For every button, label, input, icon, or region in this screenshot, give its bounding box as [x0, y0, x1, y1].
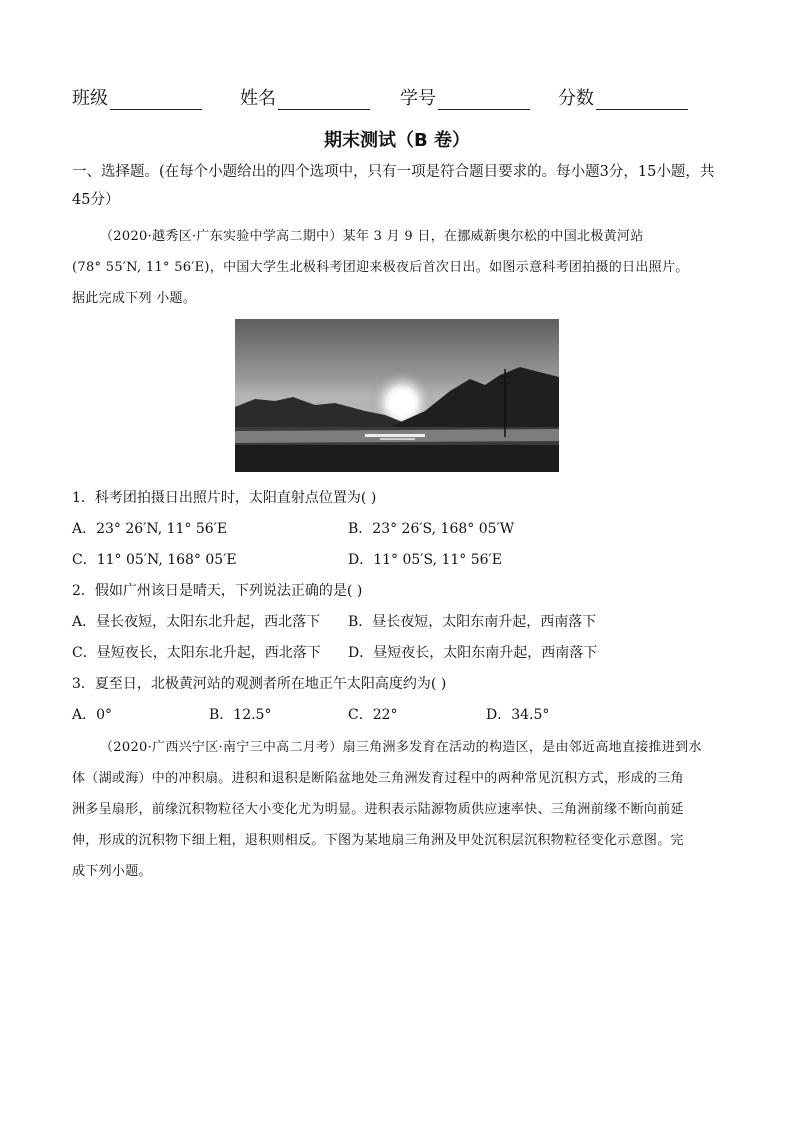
question-3-stem: 3．夏至日，北极黄河站的观测者所在地正午太阳高度约为( ) — [72, 676, 447, 692]
intro1-line2: (78° 55′N, 11° 56′E)，中国大学生北极科考团迎来极夜后首次日出。如图示意科考团拍摄的日出照片。 — [72, 260, 689, 275]
intro2-line5: 成下列小题。 — [72, 864, 152, 879]
passage-intro-1 — [72, 221, 724, 314]
q2-option-d[interactable]: D．昼短夜长，太阳东南升起，西南落下 — [348, 645, 598, 661]
class-blank[interactable] — [110, 91, 202, 110]
intro2-line1: （2020·广西兴宁区·南宁三中高二月考）扇三角洲多发育在活动的构造区，是由邻近高地直接推进到水 — [100, 740, 702, 755]
name-blank[interactable] — [278, 91, 370, 110]
q2-option-a[interactable]: A．昼长夜短，太阳东北升起，西北落下 — [72, 614, 321, 630]
question-2-stem: 2．假如广州该日是晴天，下列说法正确的是( ) — [72, 583, 363, 599]
student-id-blank[interactable] — [438, 91, 530, 110]
sunrise-photo — [235, 319, 559, 472]
q1-option-b[interactable]: B．23° 26′S, 168° 05′W — [348, 521, 515, 537]
name-label: 姓名 — [240, 88, 276, 109]
student-info-fields — [72, 84, 722, 110]
section-heading: 一、选择题。(在每个小题给出的四个选项中，只有一项是符合题目要求的。每小题3分，15小题，共45分） — [72, 164, 715, 208]
intro1-line3: 据此完成下列 小题。 — [72, 291, 197, 306]
name-field[interactable] — [240, 84, 370, 110]
intro2-line2: 体（湖或海）中的冲积扇。进积和退积是断陷盆地处三角洲发育过程中的两种常见沉积方式，形成的三角 — [72, 771, 684, 786]
sun — [389, 390, 415, 416]
q1-option-a[interactable]: A．23° 26′N, 11° 56′E — [72, 521, 228, 537]
passage-intro-2 — [72, 732, 724, 887]
q3-option-d[interactable]: D．34.5° — [486, 707, 550, 723]
intro2-line4: 伸，形成的沉积物下细上粗，退积则相反。下图为某地扇三角洲及甲处沉积层沉积物粒径变化示意图。完 — [72, 833, 684, 848]
student-id-field[interactable] — [400, 84, 530, 110]
page-title: 期末测试（B 卷） — [324, 130, 470, 151]
sunrise-illustration — [235, 319, 559, 472]
score-blank[interactable] — [596, 91, 688, 110]
q3-option-b[interactable]: B．12.5° — [209, 707, 272, 723]
q3-option-a[interactable]: A．0° — [72, 707, 113, 723]
score-field[interactable] — [558, 84, 688, 110]
q2-option-c[interactable]: C．昼短夜长，太阳东北升起，西北落下 — [72, 645, 321, 661]
student-id-label: 学号 — [400, 88, 436, 109]
class-label: 班级 — [72, 88, 108, 109]
q3-option-c[interactable]: C．22° — [348, 707, 398, 723]
score-label: 分数 — [558, 88, 594, 109]
q1-option-c[interactable]: C．11° 05′N, 168° 05′E — [72, 552, 237, 568]
class-field[interactable] — [72, 84, 202, 110]
intro2-line3: 洲多呈扇形，前缘沉积物粒径大小变化尤为明显。进积表示陆源物质供应速率快、三角洲前缘不断向前延 — [72, 802, 684, 817]
intro1-line1: （2020·越秀区·广东实验中学高二期中）某年 3 月 9 日，在挪威新奥尔松的中国北极黄河站 — [100, 229, 644, 244]
question-1-stem: 1．科考团拍摄日出照片时，太阳直射点位置为( ) — [72, 490, 377, 506]
q1-option-d[interactable]: D．11° 05′S, 11° 56′E — [348, 552, 502, 568]
q2-option-b[interactable]: B．昼长夜短，太阳东南升起，西南落下 — [348, 614, 597, 630]
